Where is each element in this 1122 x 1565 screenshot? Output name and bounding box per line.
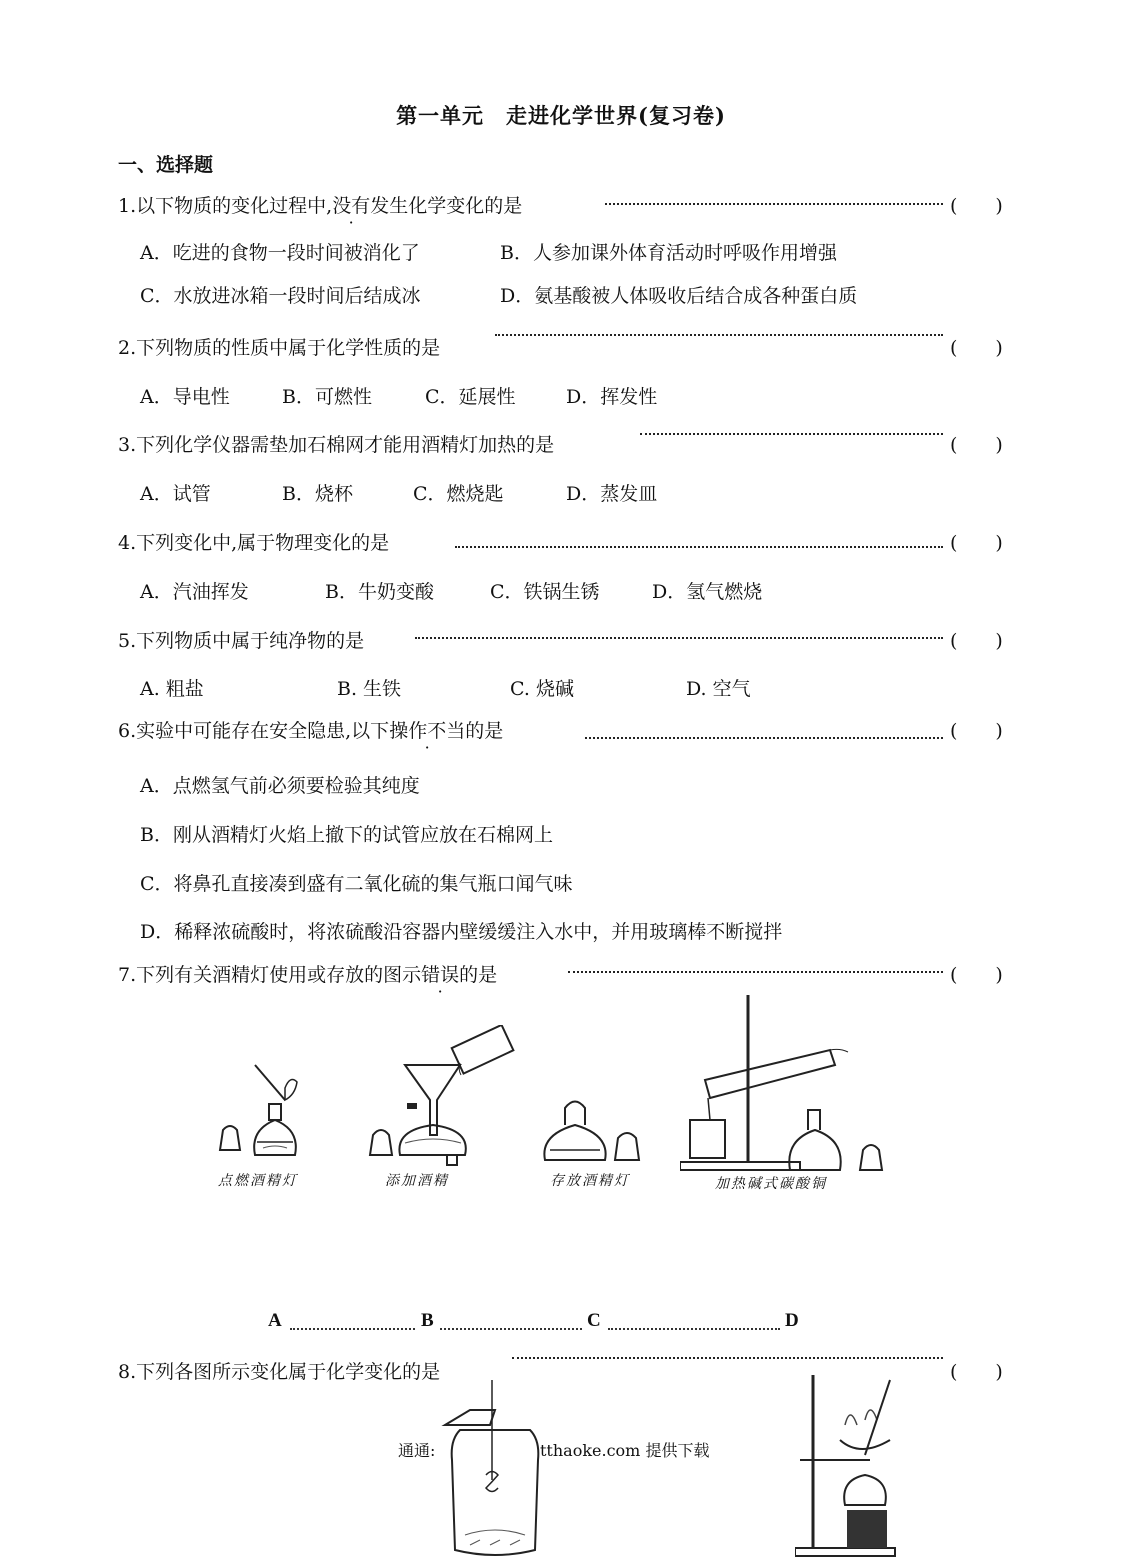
option-1a: A．吃进的食物一段时间被消化了 [140,242,420,264]
footer-source[interactable]: tthaoke.com 提供下载 [540,1441,710,1460]
option-5c: C. 烧碱 [510,678,574,700]
leader-line [455,546,943,548]
option-1c: C．水放进冰箱一段时间后结成冰 [140,285,421,307]
option-6b: B．刚从酒精灯火焰上撤下的试管应放在石棉网上 [140,824,553,846]
question-5-stem: 5.下列物质中属于纯净物的是 [118,630,365,652]
option-2c: C．延展性 [425,386,516,408]
figure-heating-copper [680,990,890,1175]
answer-letter-c: C [587,1310,601,1331]
option-4b: B．牛奶变酸 [325,581,434,603]
question-8-stem: 8.下列各图所示变化属于化学变化的是 [118,1361,441,1383]
answer-letter-b: B [421,1310,434,1331]
figure-adding-alcohol [365,1025,525,1170]
figure-storing-lamp [540,1080,650,1170]
leader-line [290,1328,415,1330]
leader-line [608,1328,780,1330]
section-heading: 一、选择题 [118,154,214,176]
emphasis-mark: 没有 [332,195,371,217]
leader-line [440,1328,582,1330]
option-3d: D．蒸发皿 [566,483,658,505]
option-2a: A．导电性 [140,386,230,408]
question-7-stem: 7.下列有关酒精灯使用或存放的图示错误的是 [118,964,498,986]
figure-caption-a: 点燃酒精灯 [218,1173,298,1189]
page-title: 第一单元 走进化学世界(复习卷) [396,103,726,128]
question-6-stem: 6.实验中可能存在安全隐患,以下操作不当的是 [118,720,504,742]
option-3c: C．燃烧匙 [413,483,504,505]
option-2b: B．可燃性 [282,386,372,408]
option-1d: D．氨基酸被人体吸收后结合成各种蛋白质 [500,285,858,307]
question-3-stem: 3.下列化学仪器需垫加石棉网才能用酒精灯加热的是 [118,434,555,456]
option-4a: A．汽油挥发 [140,581,249,603]
figure-gas-jar [440,1380,555,1560]
option-1b: B．人参加课外体育活动时呼吸作用增强 [500,242,837,264]
figure-caption-c: 存放酒精灯 [550,1173,630,1189]
option-6a: A．点燃氢气前必须要检验其纯度 [140,775,420,797]
question-1-stem: 1.以下物质的变化过程中,没有发生化学变化的是 [118,195,523,217]
option-3a: A．试管 [140,483,211,505]
answer-paren-8[interactable]: ( ) [950,1361,1003,1383]
answer-paren-4[interactable]: ( ) [950,532,1003,554]
answer-letter-d: D [785,1310,799,1331]
leader-line [495,334,943,336]
option-5d: D. 空气 [686,678,751,700]
answer-paren-3[interactable]: ( ) [950,434,1003,456]
answer-paren-5[interactable]: ( ) [950,630,1003,652]
figure-evaporation-stand [795,1370,930,1560]
option-3b: B．烧杯 [282,483,353,505]
answer-paren-6[interactable]: ( ) [950,720,1003,742]
answer-letter-a: A [268,1310,282,1331]
leader-line [640,433,943,435]
figure-lighting-lamp [215,1060,335,1170]
footer-left: 通通: [398,1441,436,1460]
option-4c: C．铁锅生锈 [490,581,600,603]
question-2-stem: 2.下列物质的性质中属于化学性质的是 [118,337,441,359]
answer-paren-7[interactable]: ( ) [950,964,1003,986]
figure-caption-b: 添加酒精 [385,1173,449,1189]
question-4-stem: 4.下列变化中,属于物理变化的是 [118,532,390,554]
option-4d: D．氢气燃烧 [652,581,763,603]
leader-line [585,737,943,739]
option-2d: D．挥发性 [566,386,658,408]
answer-paren-1[interactable]: ( ) [950,195,1003,217]
leader-line [512,1357,943,1359]
option-5b: B. 生铁 [337,678,402,700]
leader-line [605,203,943,205]
option-6d: D．稀释浓硫酸时，将浓硫酸沿容器内壁缓缓注入水中，并用玻璃棒不断搅拌 [140,921,783,943]
figure-caption-d: 加热碱式碳酸铜 [715,1176,827,1192]
emphasis-mark: 错误 [421,964,460,986]
option-5a: A. 粗盐 [140,678,204,700]
emphasis-mark: 操作不当 [389,720,466,742]
leader-line [568,971,943,973]
answer-paren-2[interactable]: ( ) [950,337,1003,359]
option-6c: C．将鼻孔直接凑到盛有二氧化硫的集气瓶口闻气味 [140,873,573,895]
leader-line [415,637,943,639]
